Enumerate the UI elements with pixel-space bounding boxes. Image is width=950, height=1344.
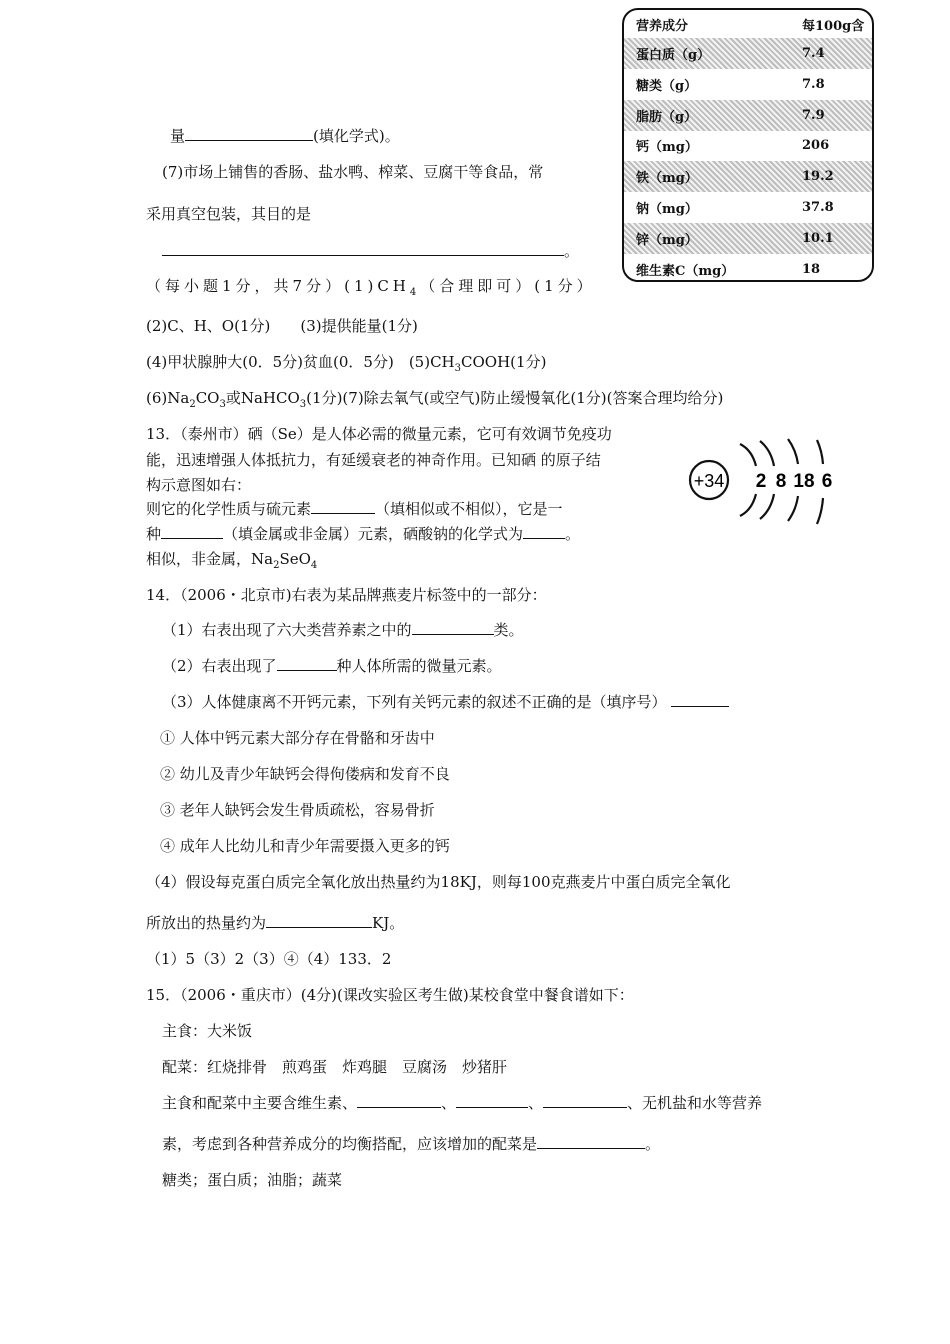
answer-blank[interactable] bbox=[671, 692, 729, 707]
selenium-atom-diagram bbox=[688, 436, 838, 532]
answer-blank[interactable] bbox=[185, 126, 313, 141]
nutrient-value: 19.2 bbox=[802, 169, 834, 185]
nutrition-row bbox=[624, 192, 872, 223]
answer-blank[interactable] bbox=[277, 656, 337, 671]
nutrient-name: 糖类（g） bbox=[636, 78, 698, 94]
nutrition-label-table bbox=[622, 8, 874, 282]
q13-answer: 相似，非金属，$Na_2SeO_4$ bbox=[146, 550, 318, 571]
q15-answer: 糖类；蛋白质；油脂；蔬菜 bbox=[162, 1171, 343, 1189]
q14-answer: （1）5（3）2（3）④（4）133．2 bbox=[146, 950, 392, 968]
answer-blank[interactable] bbox=[523, 524, 565, 539]
q13-line-5: 种 （填金属或非金属）元素，硒酸钠的化学式为 。 bbox=[146, 525, 581, 543]
q12-line-a: 量 (填化学式)。 bbox=[170, 127, 400, 145]
answer-blank[interactable] bbox=[543, 1093, 627, 1108]
nutrient-name: 锌（mg） bbox=[636, 232, 698, 248]
nutrient-value: 7.4 bbox=[802, 46, 825, 61]
q14-option-3: ③ 老年人缺钙会发生骨质疏松，容易骨折 bbox=[160, 801, 435, 819]
q14-option-2: ② 幼儿及青少年缺钙会得佝偻病和发育不良 bbox=[160, 765, 450, 783]
nutrient-value: 7.8 bbox=[802, 76, 825, 92]
q12-line-b: (7)市场上铺售的香肠、盐水鸭、榨菜、豆腐干等食品，常 bbox=[162, 163, 544, 181]
answer-blank[interactable] bbox=[357, 1093, 441, 1108]
q12-line-d: 。 bbox=[162, 241, 579, 261]
nutrition-row bbox=[624, 161, 872, 192]
answer-blank[interactable] bbox=[162, 241, 564, 256]
shell-3-electrons: 18 bbox=[793, 471, 815, 492]
shell-2-electrons: 8 bbox=[775, 471, 787, 492]
q13-line-1: 13．（泰州市）硒（Se）是人体必需的微量元素，它可有效调节免疫功 bbox=[146, 425, 612, 443]
q15-line-c: 素，考虑到各种营养成分的均衡搭配，应该增加的配菜是 。 bbox=[162, 1135, 661, 1153]
q12-answer-1: （每小题1分，共7分）$(1)CH_4$（合理即可）(1分） bbox=[146, 277, 596, 298]
nutrient-value: 10.1 bbox=[802, 230, 834, 246]
nutrient-name: 铁（mg） bbox=[636, 171, 698, 187]
q12-answer-2: (2)C、H、O(1分) (3)提供能量(1分) bbox=[146, 317, 418, 335]
nutrient-value: 37.8 bbox=[802, 200, 834, 215]
q12-line-c: 采用真空包装，其目的是 bbox=[146, 205, 312, 223]
nutrient-value: 18 bbox=[802, 261, 821, 277]
q12-answer-4: $(6)Na_2CO_3$或NaHCO$_3$(1分)(7)除去氧气(或空气)防止缓慢氧化(1分)(答案合理均给分) bbox=[146, 389, 724, 410]
nutrient-value: 206 bbox=[802, 138, 830, 154]
nutrient-name: 维生素C（mg） bbox=[636, 263, 735, 279]
q13-line-4: 则它的化学性质与硫元素 （填相似或不相似），它是一 bbox=[146, 500, 563, 518]
q14-part-4: （4）假设每克蛋白质完全氧化放出热量约为18KJ，则每100克燕麦片中蛋白质完全氧化 bbox=[146, 873, 731, 891]
nutrient-name: 蛋白质（g） bbox=[636, 48, 711, 63]
answer-blank[interactable] bbox=[412, 620, 494, 635]
q13-line-3: 构示意图如右： bbox=[146, 476, 252, 494]
nutrition-row bbox=[624, 69, 872, 100]
nutrition-row bbox=[624, 254, 872, 282]
q14-title: 14．（2006・北京市)右表为某品牌燕麦片标签中的一部分： bbox=[146, 586, 547, 604]
q14-option-1: ① 人体中钙元素大部分存在骨骼和牙齿中 bbox=[160, 729, 435, 747]
nucleus-charge: +34 bbox=[693, 471, 725, 491]
nutrition-row bbox=[624, 38, 872, 69]
nutrient-name: 脂肪（g） bbox=[636, 109, 698, 125]
nutrient-name: 钙（mg） bbox=[636, 140, 698, 156]
answer-blank[interactable] bbox=[456, 1093, 528, 1108]
q14-part-1: （1）右表出现了六大类营养素之中的 类。 bbox=[162, 621, 524, 639]
answer-blank[interactable] bbox=[266, 913, 372, 928]
nutrient-value: 7.9 bbox=[802, 107, 825, 123]
nutrient-name: 钠（mg） bbox=[636, 202, 698, 217]
q14-part-2: （2）右表出现了 种人体所需的微量元素。 bbox=[162, 657, 502, 675]
q15-line-a: 主食和配菜中主要含维生素、 、 、 、无机盐和水等营养 bbox=[162, 1094, 763, 1112]
q14-option-4: ④ 成年人比幼儿和青少年需要摄入更多的钙 bbox=[160, 837, 450, 855]
q15-dishes: 配菜：红烧排骨 煎鸡蛋 炸鸡腿 豆腐汤 炒猪肝 bbox=[162, 1058, 508, 1076]
nutrition-row bbox=[624, 223, 872, 254]
q15-staple: 主食：大米饭 bbox=[162, 1022, 253, 1040]
shell-1-electrons: 2 bbox=[755, 471, 767, 492]
q14-part-4-cont: 所放出的热量约为 KJ。 bbox=[146, 914, 405, 932]
nutrition-header-row bbox=[624, 10, 872, 39]
nutrition-row bbox=[624, 130, 872, 161]
answer-blank[interactable] bbox=[161, 524, 223, 539]
answer-blank[interactable] bbox=[311, 499, 375, 514]
shell-4-electrons: 6 bbox=[821, 471, 833, 492]
nutrition-header-amount: 每100g含 bbox=[802, 18, 865, 34]
q15-title: 15．（2006・重庆市）(4分)(课改实验区考生做)某校食堂中餐食谱如下： bbox=[146, 986, 634, 1004]
q12-answer-3: (4)甲状腺肿大(0．5分)贫血(0．5分) $(5)CH_3COOH(1$分) bbox=[146, 353, 547, 374]
nutrition-header-name: 营养成分 bbox=[636, 18, 689, 34]
q13-line-2: 能，迅速增强人体抵抗力，有延缓衰老的神奇作用。已知硒 的原子结 bbox=[146, 451, 601, 469]
q14-part-3: （3）人体健康离不开钙元素，下列有关钙元素的叙述不正确的是（填序号） bbox=[162, 692, 729, 712]
answer-blank[interactable] bbox=[537, 1134, 645, 1149]
nutrition-row bbox=[624, 100, 872, 131]
